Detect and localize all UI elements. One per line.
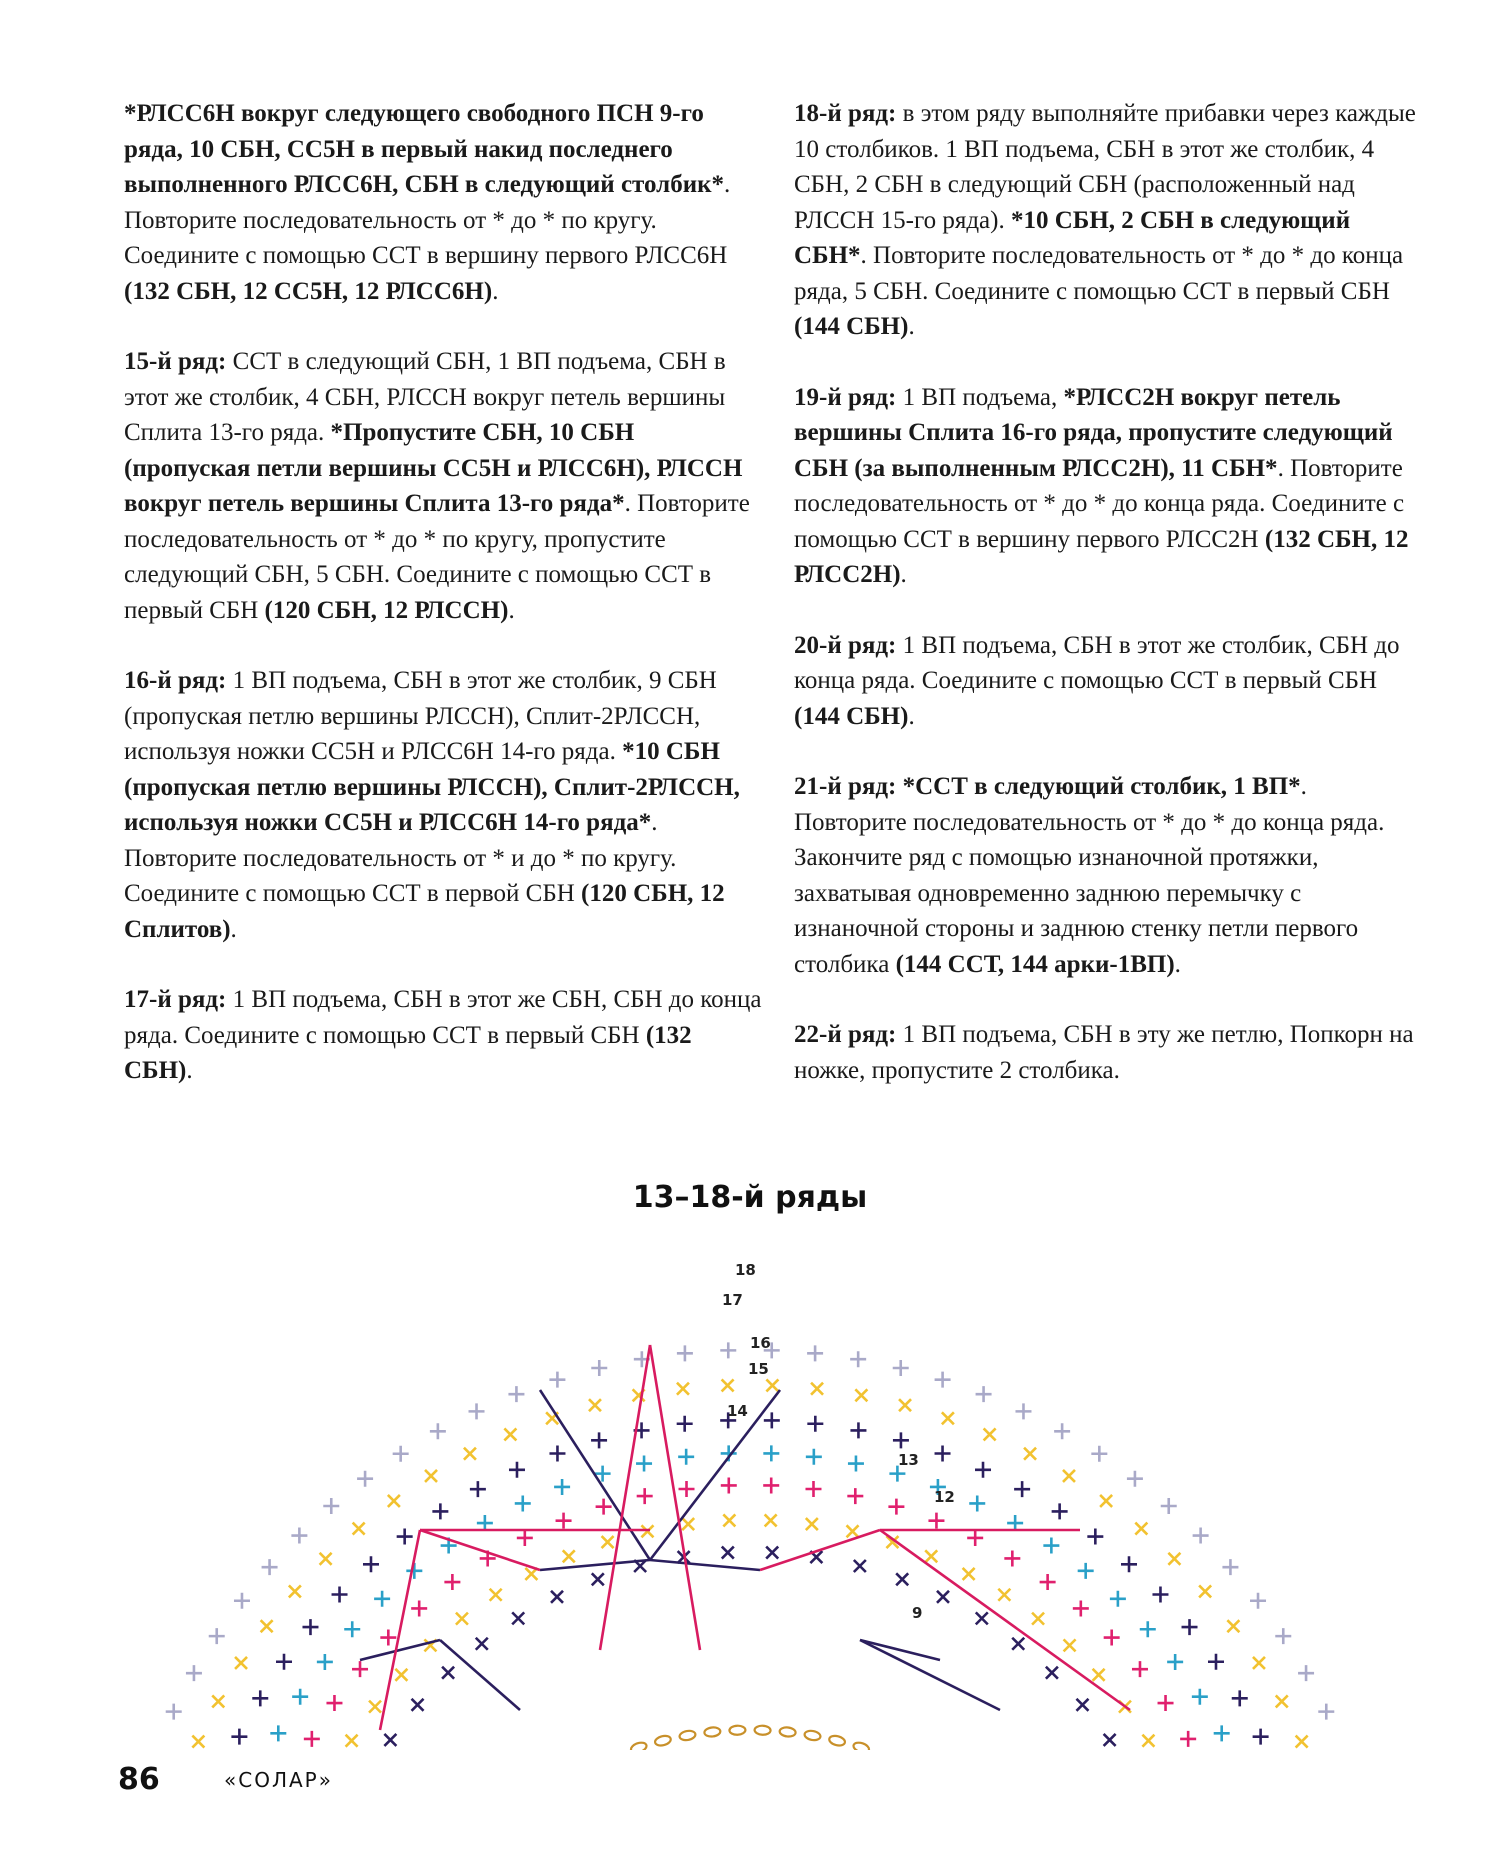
row-13-stitch bbox=[723, 1514, 735, 1526]
row-15-stitch bbox=[477, 1515, 493, 1531]
row-12-stitch bbox=[384, 1734, 396, 1746]
row-14-stitch bbox=[326, 1695, 342, 1711]
bold-instruction-text: 22-й ряд: bbox=[794, 1021, 897, 1048]
row-13-stitch bbox=[847, 1525, 859, 1537]
row-15-stitch bbox=[1192, 1689, 1208, 1705]
instruction-paragraph bbox=[794, 1017, 1424, 1088]
chain-stitch bbox=[729, 1725, 745, 1735]
instruction-text: . bbox=[508, 596, 515, 624]
bold-instruction-text: 17-й ряд: bbox=[124, 986, 227, 1013]
row-number-label: 9 bbox=[912, 1604, 923, 1622]
row-12-stitch bbox=[1012, 1638, 1024, 1650]
row-12-stitch bbox=[766, 1547, 778, 1559]
row-17-stitch bbox=[766, 1379, 778, 1391]
long-stitch-pink bbox=[600, 1345, 650, 1650]
row-18-stitch bbox=[234, 1593, 250, 1609]
row-13-stitch bbox=[682, 1518, 694, 1530]
row-15-stitch bbox=[515, 1495, 531, 1511]
row-15-stitch bbox=[270, 1725, 286, 1741]
bold-instruction-text: *РЛСС6Н вокруг следующего свободного ПСН 9-го ряда, 10 СБН, СС5Н в первый накид последнего выполненного РЛСС6Н, СБН в следующий столбик* bbox=[124, 100, 724, 198]
row-15-stitch bbox=[292, 1689, 308, 1705]
row-17-stitch bbox=[1168, 1553, 1180, 1565]
chain-stitch bbox=[704, 1727, 721, 1738]
instruction-paragraph bbox=[794, 380, 1424, 593]
long-stitch-navy bbox=[650, 1390, 780, 1560]
row-18-stitch bbox=[591, 1360, 607, 1376]
bold-instruction-text: (132 СБН, 12 РЛСС2Н) bbox=[794, 525, 1409, 588]
row-14-stitch bbox=[1180, 1731, 1196, 1747]
row-15-stitch bbox=[344, 1621, 360, 1637]
bold-instruction-text: (120 СБН, 12 Сплитов) bbox=[124, 880, 725, 943]
row-17-stitch bbox=[811, 1383, 823, 1395]
long-stitch-navy bbox=[860, 1640, 1000, 1710]
row-14-stitch bbox=[556, 1513, 572, 1529]
row-16-stitch bbox=[332, 1587, 348, 1603]
row-18-stitch bbox=[357, 1471, 373, 1487]
instruction-paragraph bbox=[124, 96, 764, 309]
row-14-stitch bbox=[517, 1530, 533, 1546]
row-13-stitch bbox=[1064, 1639, 1076, 1651]
row-13-stitch bbox=[806, 1518, 818, 1530]
instruction-text: . bbox=[492, 277, 499, 305]
row-18-stitch bbox=[1275, 1628, 1291, 1644]
row-13-stitch bbox=[602, 1536, 614, 1548]
row-17-stitch bbox=[984, 1428, 996, 1440]
instruction-paragraph bbox=[794, 628, 1424, 735]
row-17-stitch bbox=[1024, 1448, 1036, 1460]
row-12-stitch bbox=[476, 1638, 488, 1650]
row-14-stitch bbox=[1158, 1695, 1174, 1711]
instruction-paragraph bbox=[124, 982, 764, 1089]
row-18-stitch bbox=[209, 1628, 225, 1644]
bold-instruction-text: *10 СБН (пропуская петлю вершины РЛССН), Сплит-2РЛССН, используя ножки СС5Н и РЛСС6Н 14-го ряда* bbox=[124, 738, 740, 836]
row-14-stitch bbox=[380, 1630, 396, 1646]
row-15-stitch bbox=[763, 1445, 779, 1461]
row-14-stitch bbox=[763, 1477, 779, 1493]
row-number-label: 18 bbox=[735, 1261, 756, 1279]
row-15-stitch bbox=[1110, 1591, 1126, 1607]
row-16-stitch bbox=[1253, 1729, 1269, 1745]
bold-instruction-text: 20-й ряд: bbox=[794, 631, 897, 659]
row-13-stitch bbox=[998, 1589, 1010, 1601]
long-stitch-navy bbox=[540, 1390, 650, 1560]
instruction-text: . Повторите последовательность от * и до * по кругу. Соедините с помощью ССТ в первой СБН bbox=[124, 809, 677, 907]
row-13-stitch bbox=[925, 1550, 937, 1562]
row-13-stitch bbox=[1032, 1613, 1044, 1625]
row-16-stitch bbox=[975, 1462, 991, 1478]
row-17-stitch bbox=[1135, 1523, 1147, 1535]
row-14-stitch bbox=[1104, 1630, 1120, 1646]
row-13-stitch bbox=[369, 1701, 381, 1713]
bold-instruction-text: 16-й ряд: bbox=[124, 667, 227, 694]
chain-stitch bbox=[679, 1730, 696, 1742]
row-18-stitch bbox=[720, 1342, 736, 1358]
bold-instruction-text: 18-й ряд: bbox=[794, 100, 897, 127]
row-18-stitch bbox=[393, 1446, 409, 1462]
row-12-stitch bbox=[1046, 1667, 1058, 1679]
row-16-stitch bbox=[1121, 1556, 1137, 1572]
row-17-stitch bbox=[855, 1389, 867, 1401]
row-14-stitch bbox=[928, 1513, 944, 1529]
row-12-stitch bbox=[976, 1612, 988, 1624]
row-14-stitch bbox=[967, 1530, 983, 1546]
row-18-stitch bbox=[262, 1559, 278, 1575]
row-18-stitch bbox=[469, 1403, 485, 1419]
row-14-stitch bbox=[805, 1481, 821, 1497]
long-stitch-navy bbox=[540, 1560, 650, 1570]
row-14-stitch bbox=[1073, 1600, 1089, 1616]
row-15-stitch bbox=[554, 1479, 570, 1495]
chain-stitch bbox=[754, 1725, 770, 1735]
row-17-stitch bbox=[320, 1553, 332, 1565]
row-17-stitch bbox=[388, 1495, 400, 1507]
row-number-label: 13 bbox=[898, 1451, 919, 1469]
row-18-stitch bbox=[976, 1386, 992, 1402]
row-12-stitch bbox=[551, 1591, 563, 1603]
row-18-stitch bbox=[166, 1704, 182, 1720]
row-15-stitch bbox=[1078, 1563, 1094, 1579]
row-12-stitch bbox=[896, 1573, 908, 1585]
row-17-stitch bbox=[235, 1657, 247, 1669]
instruction-paragraph bbox=[124, 663, 764, 947]
row-15-stitch bbox=[1214, 1725, 1230, 1741]
row-13-stitch bbox=[765, 1514, 777, 1526]
bold-instruction-text: (144 СБН) bbox=[794, 313, 909, 340]
row-17-stitch bbox=[425, 1470, 437, 1482]
row-15-stitch bbox=[317, 1654, 333, 1670]
row-17-stitch bbox=[1199, 1585, 1211, 1597]
row-17-stitch bbox=[899, 1399, 911, 1411]
row-14-stitch bbox=[637, 1488, 653, 1504]
row-12-stitch bbox=[722, 1547, 734, 1559]
row-16-stitch bbox=[276, 1654, 292, 1670]
row-16-stitch bbox=[1152, 1587, 1168, 1603]
row-15-stitch bbox=[374, 1591, 390, 1607]
row-number-label: 17 bbox=[722, 1291, 743, 1309]
row-12-stitch bbox=[412, 1699, 424, 1711]
chain-stitch bbox=[876, 1749, 894, 1750]
row-18-stitch bbox=[323, 1498, 339, 1514]
row-14-stitch bbox=[1004, 1550, 1020, 1566]
crochet-diagram bbox=[0, 1230, 1500, 1750]
row-17-stitch bbox=[722, 1379, 734, 1391]
row-16-stitch bbox=[1208, 1654, 1224, 1670]
chain-stitch bbox=[852, 1741, 870, 1750]
row-16-stitch bbox=[470, 1481, 486, 1497]
long-stitch-navy bbox=[360, 1640, 440, 1660]
row-13-stitch bbox=[1093, 1669, 1105, 1681]
row-16-stitch bbox=[1014, 1481, 1030, 1497]
instruction-text: 1 ВП подъема, СБН в этот же столбик, СБН до конца ряда. Соедините с помощью ССТ в первый СБН bbox=[794, 631, 1400, 694]
row-number-label: 15 bbox=[748, 1360, 769, 1378]
instruction-text: . bbox=[230, 915, 237, 943]
instruction-text: . bbox=[186, 1057, 193, 1084]
chain-stitch bbox=[654, 1734, 672, 1747]
row-13-stitch bbox=[395, 1669, 407, 1681]
row-13-stitch bbox=[963, 1568, 975, 1580]
row-12-stitch bbox=[937, 1591, 949, 1603]
row-14-stitch bbox=[721, 1477, 737, 1493]
row-17-stitch bbox=[1276, 1695, 1288, 1707]
row-17-stitch bbox=[353, 1523, 365, 1535]
row-15-stitch bbox=[806, 1449, 822, 1465]
row-12-stitch bbox=[854, 1560, 866, 1572]
row-13-stitch bbox=[1142, 1735, 1154, 1747]
row-16-stitch bbox=[231, 1729, 247, 1745]
row-18-stitch bbox=[430, 1423, 446, 1439]
row-16-stitch bbox=[397, 1529, 413, 1545]
row-18-stitch bbox=[186, 1665, 202, 1681]
left-text-column bbox=[124, 96, 764, 1124]
row-17-stitch bbox=[192, 1736, 204, 1748]
row-16-stitch bbox=[509, 1462, 525, 1478]
row-18-stitch bbox=[1127, 1471, 1143, 1487]
row-15-stitch bbox=[406, 1563, 422, 1579]
row-12-stitch bbox=[592, 1573, 604, 1585]
long-stitch-pink bbox=[420, 1530, 540, 1570]
row-17-stitch bbox=[212, 1695, 224, 1707]
row-15-stitch bbox=[1140, 1621, 1156, 1637]
row-12-stitch bbox=[512, 1612, 524, 1624]
instruction-text: . Повторите последовательность от * до * до конца ряда. Закончите ряд с помощью изнаночной протяжки, захватывая одновременно заднюю перемычку с изнаночной стороны и заднюю стенку петли первого столбика bbox=[794, 773, 1385, 978]
row-15-stitch bbox=[848, 1456, 864, 1472]
chain-stitch bbox=[779, 1727, 796, 1738]
row-18-stitch bbox=[1318, 1704, 1334, 1720]
row-17-stitch bbox=[1063, 1470, 1075, 1482]
row-17-stitch bbox=[1253, 1657, 1265, 1669]
row-16-stitch bbox=[252, 1690, 268, 1706]
row-number-label: 16 bbox=[750, 1334, 771, 1352]
long-stitch-navy bbox=[650, 1560, 760, 1570]
instruction-text: ССТ в следующий СБН, 1 ВП подъема, СБН в этот же столбик, 4 СБН, РЛССН вокруг петель вершины Сплита 13-го ряда. bbox=[124, 348, 726, 446]
instruction-text: . Повторите последовательность от * до * по кругу, пропустите следующий СБН, 5 СБН. Соедините с помощью ССТ в первый СБН bbox=[124, 490, 750, 624]
row-14-stitch bbox=[304, 1731, 320, 1747]
row-18-stitch bbox=[1054, 1423, 1070, 1439]
row-17-stitch bbox=[289, 1585, 301, 1597]
row-17-stitch bbox=[1100, 1495, 1112, 1507]
row-16-stitch bbox=[1182, 1619, 1198, 1635]
row-17-stitch bbox=[1296, 1736, 1308, 1748]
row-17-stitch bbox=[261, 1620, 273, 1632]
row-16-stitch bbox=[549, 1446, 565, 1462]
row-14-stitch bbox=[679, 1481, 695, 1497]
row-14-stitch bbox=[1132, 1661, 1148, 1677]
bold-instruction-text: (132 СБН, 12 СС5Н, 12 РЛСС6Н) bbox=[124, 277, 493, 305]
row-17-stitch bbox=[464, 1448, 476, 1460]
bold-instruction-text: (144 СБН) bbox=[794, 702, 909, 730]
right-text-column bbox=[794, 96, 1424, 1123]
instruction-text: 1 ВП подъема, СБН в этот же столбик, 9 СБН (пропуская петлю вершины РЛССН), Сплит-2РЛССН, используя ножки СС5Н и РЛСС6Н 14-го ряда. bbox=[124, 667, 717, 765]
chain-stitch bbox=[828, 1734, 846, 1747]
long-stitch-pink bbox=[650, 1345, 700, 1650]
row-12-stitch bbox=[1104, 1734, 1116, 1746]
row-16-stitch bbox=[363, 1556, 379, 1572]
row-14-stitch bbox=[411, 1600, 427, 1616]
row-18-stitch bbox=[893, 1360, 909, 1376]
row-15-stitch bbox=[1167, 1654, 1183, 1670]
row-16-stitch bbox=[677, 1416, 693, 1432]
instruction-text: . bbox=[908, 702, 915, 730]
row-18-stitch bbox=[1222, 1559, 1238, 1575]
row-18-stitch bbox=[850, 1351, 866, 1367]
row-12-stitch bbox=[1076, 1699, 1088, 1711]
row-14-stitch bbox=[847, 1488, 863, 1504]
row-13-stitch bbox=[641, 1525, 653, 1537]
instruction-paragraph bbox=[794, 96, 1424, 345]
bold-instruction-text: 21-й ряд: *ССТ в следующий столбик, 1 ВП* bbox=[794, 773, 1301, 800]
instruction-text: 1 ВП подъема, bbox=[896, 383, 1064, 411]
row-14-stitch bbox=[352, 1661, 368, 1677]
row-18-stitch bbox=[807, 1345, 823, 1361]
row-18-stitch bbox=[508, 1386, 524, 1402]
row-16-stitch bbox=[1232, 1690, 1248, 1706]
chain-stitch bbox=[630, 1741, 648, 1750]
row-15-stitch bbox=[1007, 1515, 1023, 1531]
row-13-stitch bbox=[456, 1613, 468, 1625]
row-13-stitch bbox=[346, 1735, 358, 1747]
row-16-stitch bbox=[1087, 1529, 1103, 1545]
row-17-stitch bbox=[677, 1383, 689, 1395]
row-17-stitch bbox=[504, 1428, 516, 1440]
row-15-stitch bbox=[636, 1456, 652, 1472]
row-16-stitch bbox=[1052, 1503, 1068, 1519]
instruction-text: . bbox=[900, 561, 907, 588]
diagram-title: 13–18-й ряды bbox=[632, 1180, 868, 1215]
row-16-stitch bbox=[935, 1446, 951, 1462]
row-15-stitch bbox=[1043, 1538, 1059, 1554]
long-stitch-navy bbox=[860, 1640, 940, 1660]
row-18-stitch bbox=[1015, 1403, 1031, 1419]
row-13-stitch bbox=[490, 1589, 502, 1601]
bold-instruction-text: (144 ССТ, 144 арки-1ВП) bbox=[895, 950, 1175, 978]
page-number: 86 bbox=[118, 1762, 160, 1797]
bold-instruction-text: 15-й ряд: bbox=[124, 348, 227, 375]
row-14-stitch bbox=[444, 1574, 460, 1590]
instruction-text: в этом ряду выполняйте прибавки через каждые 10 столбиков. 1 ВП подъема, СБН в этот же столбик, 4 СБН, 2 СБН в следующий СБН (расположенный над РЛССН 15-го ряда). bbox=[794, 100, 1416, 234]
instruction-text: 1 ВП подъема, СБН в эту же петлю, Попкорн на ножке, пропустите 2 столбика. bbox=[794, 1021, 1414, 1084]
row-14-stitch bbox=[1040, 1574, 1056, 1590]
row-15-stitch bbox=[678, 1449, 694, 1465]
chain-stitch bbox=[804, 1730, 821, 1742]
row-18-stitch bbox=[1161, 1498, 1177, 1514]
chain-stitch bbox=[606, 1749, 624, 1750]
bold-instruction-text: *РЛСС2Н вокруг петель вершины Сплита 16-го ряда, пропустите следующий СБН (за выполненным РЛСС2Н), 11 СБН* bbox=[794, 383, 1393, 482]
row-12-stitch bbox=[442, 1667, 454, 1679]
row-16-stitch bbox=[591, 1432, 607, 1448]
row-18-stitch bbox=[1091, 1446, 1107, 1462]
row-18-stitch bbox=[549, 1372, 565, 1388]
bold-instruction-text: (120 СБН, 12 РЛССН) bbox=[264, 596, 509, 624]
publisher-name: «СОЛАР» bbox=[224, 1768, 333, 1792]
row-18-stitch bbox=[291, 1528, 307, 1544]
row-18-stitch bbox=[1193, 1528, 1209, 1544]
instruction-paragraph bbox=[124, 344, 764, 628]
bold-instruction-text: *Пропустите СБН, 10 СБН (пропуская петли вершины СС5Н и РЛСС6Н), РЛССН вокруг петель вершины Сплита 13-го ряда* bbox=[124, 419, 743, 517]
row-number-label: 14 bbox=[727, 1402, 748, 1420]
row-13-stitch bbox=[563, 1550, 575, 1562]
row-14-stitch bbox=[596, 1499, 612, 1515]
row-18-stitch bbox=[1250, 1593, 1266, 1609]
row-16-stitch bbox=[432, 1503, 448, 1519]
instruction-text: . Повторите последовательность от * до * до конца ряда. Соедините с помощью ССТ в вершину первого РЛСС2Н bbox=[794, 454, 1405, 553]
bold-instruction-text: *10 СБН, 2 СБН в следующий СБН* bbox=[794, 206, 1351, 269]
row-17-stitch bbox=[942, 1412, 954, 1424]
row-18-stitch bbox=[1298, 1665, 1314, 1681]
instruction-text: . bbox=[908, 313, 915, 340]
row-16-stitch bbox=[764, 1412, 780, 1428]
bold-instruction-text: (132 СБН) bbox=[124, 1021, 692, 1084]
row-18-stitch bbox=[935, 1372, 951, 1388]
row-16-stitch bbox=[807, 1416, 823, 1432]
bold-instruction-text: 19-й ряд: bbox=[794, 383, 897, 411]
row-18-stitch bbox=[677, 1345, 693, 1361]
instruction-text: . Повторите последовательность от * до * по кругу. Соедините с помощью ССТ в вершину первого РЛСС6Н bbox=[124, 171, 731, 269]
row-14-stitch bbox=[888, 1499, 904, 1515]
row-17-stitch bbox=[589, 1399, 601, 1411]
row-16-stitch bbox=[302, 1619, 318, 1635]
row-number-label: 12 bbox=[934, 1488, 955, 1506]
row-15-stitch bbox=[969, 1495, 985, 1511]
row-16-stitch bbox=[893, 1432, 909, 1448]
instruction-text: . bbox=[1174, 950, 1181, 978]
instruction-paragraph bbox=[794, 769, 1424, 982]
instruction-text: 1 ВП подъема, СБН в этот же СБН, СБН до конца ряда. Соедините с помощью ССТ в первый СБН bbox=[124, 986, 762, 1049]
row-17-stitch bbox=[1227, 1620, 1239, 1632]
instruction-text: . Повторите последовательность от * до * до конца ряда, 5 СБН. Соедините с помощью ССТ в первый СБН bbox=[794, 242, 1404, 305]
row-16-stitch bbox=[850, 1422, 866, 1438]
